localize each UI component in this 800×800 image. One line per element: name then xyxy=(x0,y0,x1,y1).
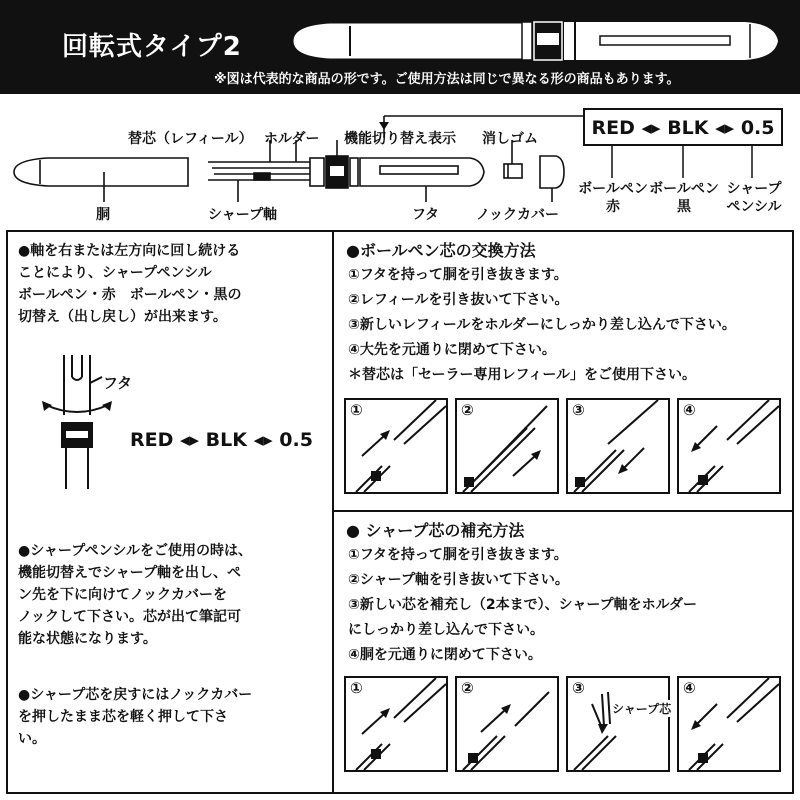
lead-panel-2: ② xyxy=(455,676,559,772)
mode-label-black: ボールペン 黒 xyxy=(649,181,719,215)
vertical-divider xyxy=(332,230,334,794)
lead-step-4: ④胴を元通りに閉めて下さい。 xyxy=(348,647,542,663)
lead-refill-label: シャープ芯 xyxy=(612,702,672,716)
ballpoint-panel-4: ④ xyxy=(677,398,781,494)
lead-steps xyxy=(348,543,697,668)
header-pen-illustration xyxy=(290,18,790,68)
cap-label: フタ xyxy=(103,374,132,392)
mode-label-mechanical: シャープ ペンシル xyxy=(726,181,782,215)
lead-step-2: ②シャープ軸を引き抜いて下さい。 xyxy=(348,572,569,588)
label-barrel: 胴 xyxy=(96,207,110,223)
header-title: 回転式タイプ2 xyxy=(62,32,242,62)
ballpoint-panel-2: ② xyxy=(455,398,559,494)
ballpoint-step-3: ③新しいレフィールをホルダーにしっかり差し込んで下さい。 xyxy=(348,317,736,333)
label-function-indicator: 機能切り替え表示 xyxy=(344,131,456,147)
horizontal-divider xyxy=(334,510,794,512)
rotation-instructions: ●軸を右または左方向に回し続ける ことにより、シャープペンシル ボールペン・赤 ボールペン・黒の 切替え（出し戻し）が出来ます。 xyxy=(18,243,242,325)
mechanical-usage-instructions: ●シャープペンシルをご使用の時は、 機能切替えでシャープ軸を出し、ペ ン先を下に向けてノックカバーを ノックして下さい。芯が出て筆記可 能な状態になります。 xyxy=(18,543,252,647)
mode-label-red: ボールペン 赤 xyxy=(578,181,648,215)
lead-step-1: ①フタを持って胴を引き抜きます。 xyxy=(348,547,568,563)
lead-panel-1: ① xyxy=(344,676,448,772)
ballpoint-panel-3: ③ xyxy=(566,398,670,494)
label-mechanical-shaft: シャープ軸 xyxy=(208,207,278,223)
ballpoint-steps xyxy=(348,263,736,388)
ballpoint-step-1: ①フタを持って胴を引き抜きます。 xyxy=(348,267,568,283)
mode-display-text: RED ◂▸ BLK ◂▸ 0.5 xyxy=(591,117,775,139)
lead-step-3b: にしっかり差し込んで下さい。 xyxy=(348,622,544,638)
label-knock-cover: ノックカバー xyxy=(476,207,560,223)
ballpoint-panel-1: ① xyxy=(344,398,448,494)
left-mode-display: RED ◂▸ BLK ◂▸ 0.5 xyxy=(130,429,313,451)
lead-panel-3: ③ xyxy=(566,676,670,772)
header-bar xyxy=(0,0,800,94)
label-refill: 替芯（レフィール） xyxy=(128,131,253,147)
lead-retract-instructions: ●シャープ芯を戻すにはノックカバー を押したまま芯を軽く押して下さ い。 xyxy=(18,687,253,747)
mode-display-box xyxy=(583,108,783,146)
parts-diagram xyxy=(0,100,600,220)
lead-panel-4: ④ xyxy=(677,676,781,772)
ballpoint-section-title: ●ボールペン芯の交換方法 xyxy=(346,241,536,260)
label-cap: フタ xyxy=(412,207,440,223)
lead-section-title: ● シャープ芯の補充方法 xyxy=(346,521,525,540)
header-note: ※図は代表的な商品の形です。ご使用方法は同じで異なる形の商品もあります。 xyxy=(214,72,680,87)
ballpoint-step-2: ②レフィールを引き抜いて下さい。 xyxy=(348,292,569,308)
label-holder: ホルダー xyxy=(264,131,320,147)
ballpoint-note: ＊替芯は「セーラー専用レフィール」をご使用下さい。 xyxy=(348,367,697,383)
label-eraser: 消しゴム xyxy=(482,131,538,147)
ballpoint-step-4: ④大先を元通りに閉めて下さい。 xyxy=(348,342,556,358)
lead-step-3a: ③新しい芯を補充し（2本まで）、シャープ軸をホルダー xyxy=(348,597,698,613)
